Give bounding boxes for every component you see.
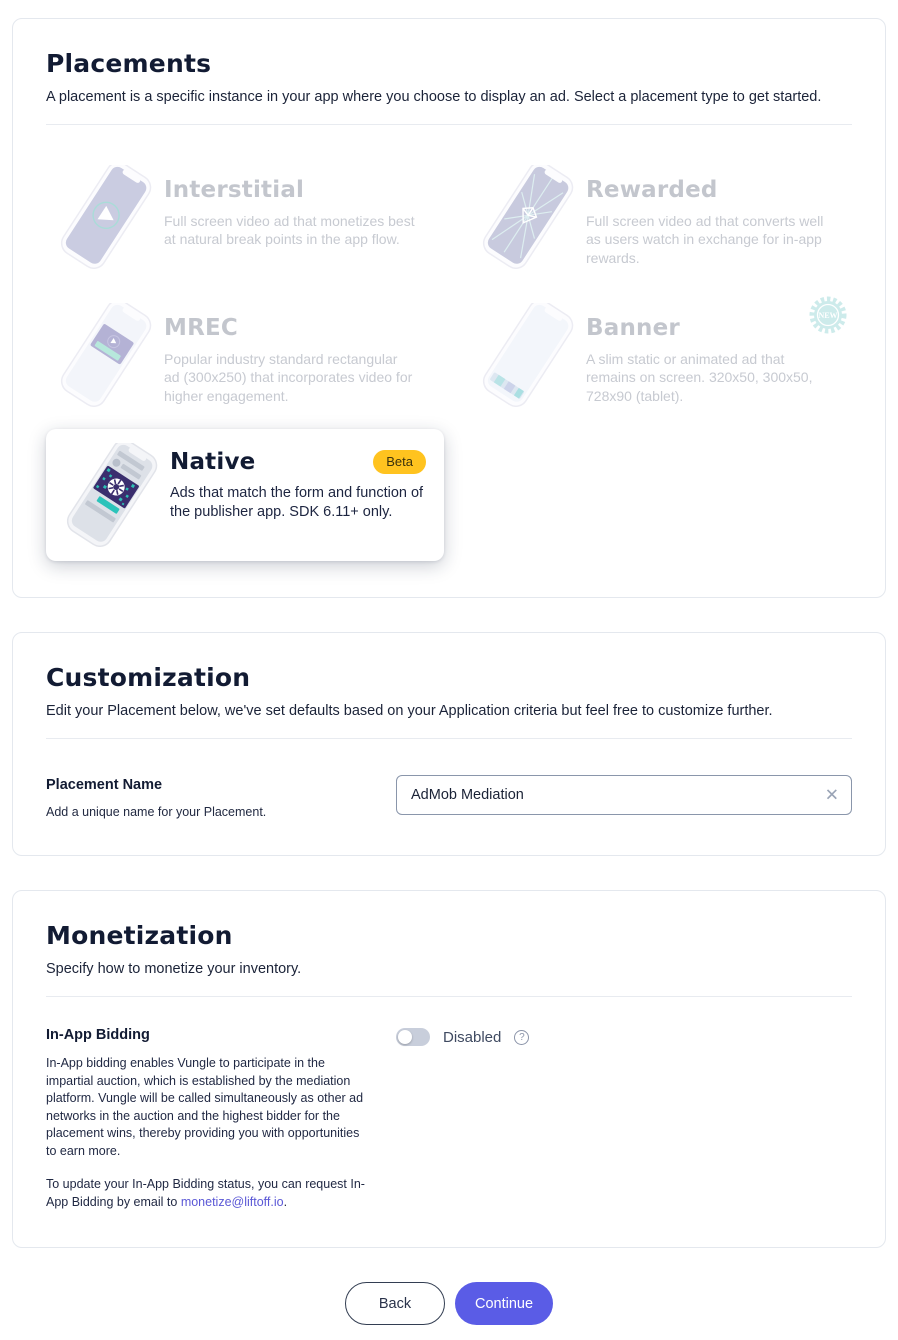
- placement-option-rewarded[interactable]: [468, 149, 852, 287]
- placement-name-row: [46, 775, 852, 819]
- clear-input-icon[interactable]: ✕: [824, 785, 839, 805]
- help-icon[interactable]: ?: [514, 1030, 529, 1045]
- placement-option-banner[interactable]: [468, 287, 852, 425]
- placement-option-native-selected[interactable]: [46, 429, 444, 561]
- placement-name-help: Add a unique name for your Placement.: [46, 805, 267, 819]
- option-title: Banner: [586, 315, 680, 341]
- option-title: Rewarded: [586, 177, 718, 203]
- monetization-title: Monetization: [46, 921, 233, 950]
- divider: [46, 996, 852, 997]
- option-description: Ads that match the form and function of the publisher app. SDK 6.11+ only.: [170, 485, 424, 521]
- in-app-bidding-row: [46, 1027, 852, 1211]
- placement-options-grid: [46, 125, 852, 561]
- divider: [46, 738, 852, 739]
- placements-card: [12, 18, 886, 598]
- beta-badge: Beta: [373, 450, 426, 474]
- option-description: A slim static or animated ad that remains on screen. 320x50, 300x50, 728x90 (tablet).: [586, 351, 813, 404]
- new-badge-label: NEW: [818, 311, 838, 320]
- banner-phone-icon: [468, 303, 586, 407]
- placement-option-mrec[interactable]: [46, 287, 444, 425]
- placement-name-label: Placement Name: [46, 777, 163, 793]
- bidding-status-text: Disabled: [443, 1028, 502, 1046]
- customization-card: [12, 632, 886, 856]
- native-phone-icon: [52, 443, 170, 547]
- option-title: MREC: [164, 315, 238, 341]
- option-description: Full screen video ad that converts well as users watch in exchange for in-app rewards.: [586, 213, 824, 266]
- monetization-card: [12, 890, 886, 1248]
- rewarded-phone-icon: [468, 165, 586, 269]
- in-app-bidding-request-text: To update your In-App Bidding status, you can request In-App Bidding by email to monetize@liftoff.io.: [46, 1177, 365, 1209]
- toggle-knob: [398, 1030, 412, 1044]
- back-button[interactable]: Back: [345, 1282, 445, 1325]
- monetize-email-link[interactable]: monetize@liftoff.io: [180, 1194, 284, 1209]
- in-app-bidding-description: In-App bidding enables Vungle to participate in the impartial auction, which is established by the mediation platform. Vungle will be called simultaneously as other ad networks in the auction and the highest bidder for the placement wins, thereby providing you with opportunities to earn more.: [46, 1056, 364, 1158]
- mrec-phone-icon: [46, 303, 164, 407]
- monetization-subtitle: Specify how to monetize your inventory.: [46, 961, 302, 977]
- in-app-bidding-label: In-App Bidding: [46, 1027, 150, 1043]
- customization-title: Customization: [46, 663, 251, 692]
- placements-title: Placements: [46, 49, 212, 78]
- interstitial-phone-icon: [46, 165, 164, 269]
- in-app-bidding-toggle[interactable]: [396, 1028, 430, 1046]
- option-description: Popular industry standard rectangular ad (300x250) that incorporates video for higher engagement.: [164, 351, 413, 404]
- option-title: Native: [170, 449, 256, 475]
- footer-actions: [0, 1282, 898, 1325]
- placement-name-input[interactable]: [396, 775, 852, 815]
- continue-button[interactable]: Continue: [455, 1282, 553, 1325]
- option-description: Full screen video ad that monetizes best at natural break points in the app flow.: [164, 213, 415, 248]
- customization-subtitle: Edit your Placement below, we've set defaults based on your Application criteria but feel free to customize further.: [46, 703, 773, 719]
- placement-option-interstitial[interactable]: [46, 149, 444, 287]
- placements-subtitle: A placement is a specific instance in your app where you choose to display an ad. Select a placement type to get started.: [46, 89, 822, 105]
- new-badge-icon: [806, 293, 850, 337]
- option-title: Interstitial: [164, 177, 305, 203]
